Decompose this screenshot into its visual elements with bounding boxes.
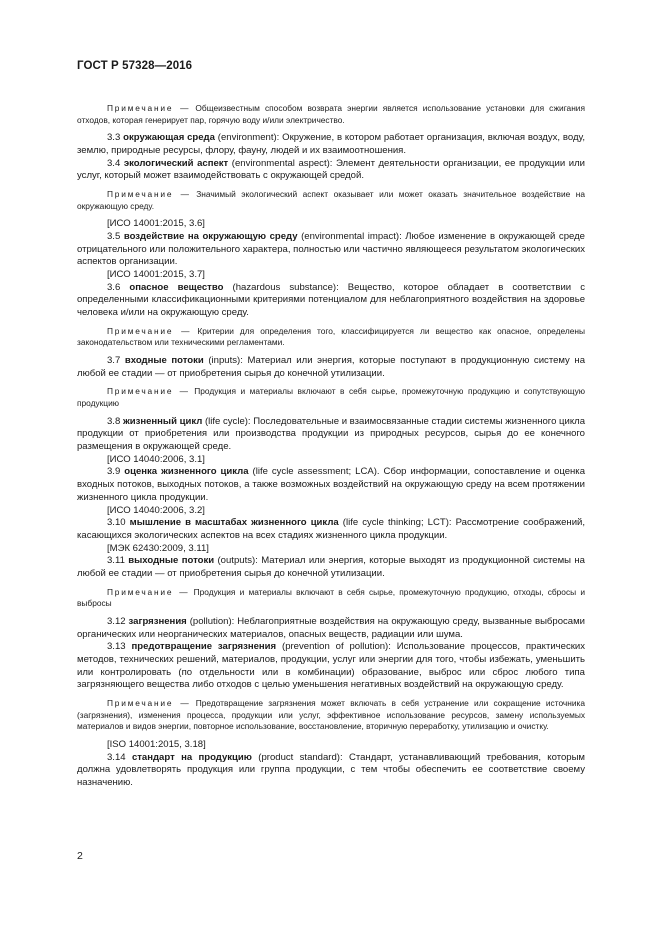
term-name: предотвращение загрязнения xyxy=(131,641,277,653)
term-definition xyxy=(77,355,585,380)
reference-citation: [ИСО 14001:2015, 3.7] xyxy=(107,269,205,280)
term-body: (pollution): Неблагоприятные воздействия на окружающую среду, вызванные выбросами органических или неорганических материалов, опасных веществ, радиации или шума. xyxy=(77,615,585,640)
page-number: 2 xyxy=(77,850,83,862)
term-definition xyxy=(77,132,585,157)
term-definition xyxy=(77,231,585,269)
term-name: воздействие на окружающую среду xyxy=(123,230,298,242)
term-number: 3.7 xyxy=(107,355,121,366)
term-number: 3.13 xyxy=(107,641,126,653)
term-name: опасное вещество xyxy=(129,281,224,293)
term-definition xyxy=(77,555,585,580)
note-label: Примечание — xyxy=(107,189,191,199)
reference-citation: [ИСО 14040:2006, 3.1] xyxy=(107,453,205,465)
term-definition xyxy=(77,466,585,504)
term-number: 3.6 xyxy=(107,281,121,293)
term-number: 3.5 xyxy=(107,230,121,242)
term-number: 3.9 xyxy=(107,466,121,478)
note-paragraph xyxy=(77,103,585,126)
term-body: (environmental impact): Любое изменение в окружающей среде отрицательного или положительного характера, полностью или частично являющееся результатом экологических аспектов организации. xyxy=(77,230,585,268)
term-number: 3.8 xyxy=(107,415,121,427)
reference-citation: [ИСО 14040:2006, 3.2] xyxy=(107,504,205,516)
note-paragraph xyxy=(77,587,585,610)
note-paragraph xyxy=(77,698,585,733)
term-number: 3.14 xyxy=(107,751,126,763)
term-name: жизненный цикл xyxy=(122,415,203,427)
note-text: Продукция и материалы включают в себя сырье, промежуточную продукцию, отходы, сбросы и выбросы xyxy=(77,586,585,609)
term-name: загрязнения xyxy=(128,615,187,627)
term-number: 3.3 xyxy=(107,132,121,144)
note-text: Критерии для определения того, классифицируется ли вещество как опасное, определены законодательством или техническими регламентами. xyxy=(77,325,585,348)
note-text: Общеизвестным способом возврата энергии является использование установки для сжигания отходов, которая генерирует пар, горячую воду и/или электричество. xyxy=(77,103,585,125)
term-body: (life cycle thinking; LCT): Рассмотрение соображений, касающихся экологических аспектов на всех стадиях жизненного цикла продукции. xyxy=(77,517,586,541)
term-name: окружающая среда xyxy=(123,132,215,144)
term-body: (environmental aspect): Элемент деятельности организации, ее продукции или услуг, который может взаимодействовать с окружающей средой. xyxy=(77,157,585,182)
note-paragraph xyxy=(77,189,585,212)
term-definition xyxy=(77,158,585,183)
term-definition xyxy=(77,517,585,542)
reference-citation: [МЭК 62430:2009, 3.11] xyxy=(107,542,209,554)
term-number: 3.11 xyxy=(107,555,125,567)
term-name: входные потоки xyxy=(124,355,204,366)
term-name: стандарт на продукцию xyxy=(131,751,252,763)
term-definition xyxy=(77,282,585,320)
term-definition xyxy=(77,616,585,641)
term-name: выходные потоки xyxy=(128,555,215,567)
term-body: (product standard): Стандарт, устанавливающий требования, которым должна удовлетворять продукция или группа продукции, с тем чтобы обеспечить ее соответствие своему назначению. xyxy=(77,751,585,789)
note-paragraph xyxy=(77,386,585,409)
term-definition xyxy=(77,752,585,790)
term-body: (environment): Окружение, в котором работает организация, включая воздух, воду, землю, природные ресурсы, флору, фауну, людей и их взаимоотношения. xyxy=(77,132,585,156)
document-header: ГОСТ Р 57328—2016 xyxy=(77,60,193,72)
note-label: Примечание — xyxy=(107,325,192,336)
note-label: Примечание — xyxy=(107,586,190,597)
term-name: мышление в масштабах жизненного цикла xyxy=(129,517,339,529)
term-body: (life cycle assessment; LCA). Сбор информации, сопоставление и оценка входных потоков, выходных потоков, а также возможных воздействий на окружающую среду на всем протяжении жизненного цикла продукции. xyxy=(77,466,586,503)
note-text: Продукция и материалы включают в себя сырье, промежуточную продукцию и сопутствующую продукцию xyxy=(77,386,585,408)
reference-citation: [ISO 14001:2015, 3.18] xyxy=(107,738,206,750)
term-number: 3.4 xyxy=(107,157,121,169)
term-number: 3.12 xyxy=(107,615,126,627)
note-label: Примечание — xyxy=(107,103,191,113)
term-definition xyxy=(77,641,585,692)
note-label: Примечание — xyxy=(107,386,190,397)
term-body: (hazardous substance): Вещество, которое обладает в соответствии с определенными классификационными критериями потенциалом для неблагоприятного воздействия на здоровье человека и/или на окружающую среду. xyxy=(77,281,585,319)
note-label: Примечание — xyxy=(107,698,191,709)
term-name: экологический аспект xyxy=(123,157,229,169)
term-body: (life cycle): Последовательные и взаимосвязанные стадии системы жизненного цикла продукции от приобретения или производства продукции из природных ресурсов, сырья до ее конечного размещения в окружающей среде. xyxy=(77,415,585,452)
note-paragraph xyxy=(77,326,585,349)
term-body: (prevention of pollution): Использование процессов, практических методов, технических решений, материалов, продукции, услуг или энергии для того, чтобы избежать, уменьшить или контролировать (по отдельности или в комбинации) образование, выброс или сброс любого типа загрязняющего вещества либо отходов с целью уменьшения негативных воздействий на окружающую среду. xyxy=(77,641,586,691)
term-definition xyxy=(77,416,585,454)
term-name: оценка жизненного цикла xyxy=(124,466,249,478)
reference-citation: [ИСО 14001:2015, 3.6] xyxy=(107,218,205,230)
term-body: (inputs): Материал или энергия, которые поступают в продукционную систему на любой ее стадии — от приобретения сырья до конечной утилизации. xyxy=(77,355,585,379)
term-body: (outputs): Материал или энергия, которые выходят из продукционной системы на любой ее стадии — от приобретения сырья до конечной утилизации. xyxy=(77,555,585,580)
note-text: Предотвращение загрязнения может включать в себя устранение или сокращение источника (загрязнения), изменения процесса, продукции или услуг, эффективное использование ресурсов, замену используемых материалов и видов энергии, повторное использование, восстановление, вторичную переработку, утилизацию и очистку. xyxy=(77,698,585,732)
document-body xyxy=(77,97,585,790)
term-number: 3.10 xyxy=(107,517,126,529)
note-text: Значимый экологический аспект оказывает или может оказать значительное воздействие на окружающую среду. xyxy=(77,189,585,211)
